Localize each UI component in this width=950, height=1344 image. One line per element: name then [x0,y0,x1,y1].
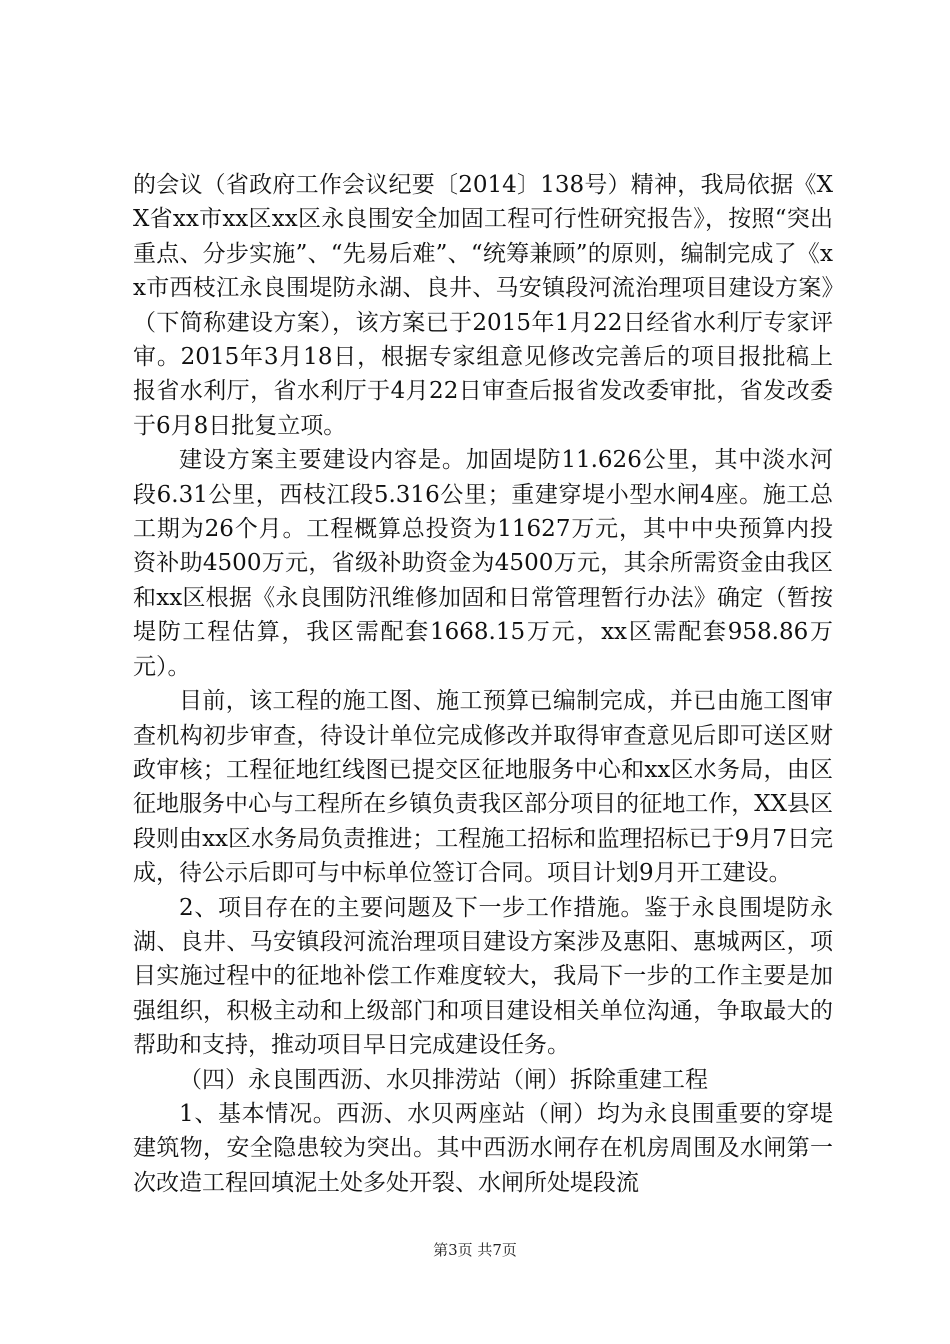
page-number: 第3页 共7页 [433,1241,517,1259]
paragraph-current-progress: 目前，该工程的施工图、施工预算已编制完成，并已由施工图审查机构初步审查，待设计单位完成修改并取得审查意见后即可送区财政审核；工程征地红线图已提交区征地服务中心和xx区水务局，由区征地服务中心与工程所在乡镇负责我区部分项目的征地工作，XX县区段则由xx区水务局负责推进；工程施工招标和监理招标已于9月7日完成，待公示后即可与中标单位签订合同。项目计划9月开工建设。 [133,688,833,887]
paragraph-continuation: 的会议（省政府工作会议纪要〔2014〕138号）精神，我局依据《XX省xx市xx区xx区永良围安全加固工程可行性研究报告》，按照“突出重点、分步实施”、“先易后难”、“统筹兼顾”的原则，编制完成了《xx市西枝江永良围堤防永湖、良井、马安镇段河流治理项目建设方案》（下简称建设方案），该方案已于2015年1月22日经省水利厅专家评审。2015年3月18日，根据专家组意见修改完善后的项目报批稿上报省水利厅，省水利厅于4月22日审查后报省发改委审批，省发改委于6月8日批复立项。 [133,172,833,439]
paragraph-construction-content: 建设方案主要建设内容是。加固堤防11.626公里，其中淡水河段6.31公里，西枝江段5.316公里；重建穿堤小型水闸4座。施工总工期为26个月。工程概算总投资为11627万元，其中中央预算内投资补助4500万元，省级补助资金为4500万元，其余所需资金由我区和xx区根据《永良围防汛维修加固和日常管理暂行办法》确定（暂按堤防工程估算，我区需配套1668.15万元，xx区需配套958.86万元）。 [133,447,833,680]
section-heading: （四）永良围西沥、水贝排涝站（闸）拆除重建工程 [179,1066,708,1093]
paragraph-problems-and-measures: 2、项目存在的主要问题及下一步工作措施。鉴于永良围堤防永湖、良井、马安镇段河流治理项目建设方案涉及惠阳、惠城两区，项目实施过程中的征地补偿工作难度较大，我局下一步的工作主要是加强组织，积极主动和上级部门和项目建设相关单位沟通，争取最大的帮助和支持，推动项目早日完成建设任务。 [133,894,833,1059]
page-footer [0,1240,950,1260]
document-body [133,168,833,1200]
paragraph-basic-situation: 1、基本情况。西沥、水贝两座站（闸）均为永良围重要的穿堤建筑物，安全隐患较为突出。其中西沥水闸存在机房周围及水闸第一次改造工程回填泥土处多处开裂、水闸所处堤段流 [133,1100,833,1196]
